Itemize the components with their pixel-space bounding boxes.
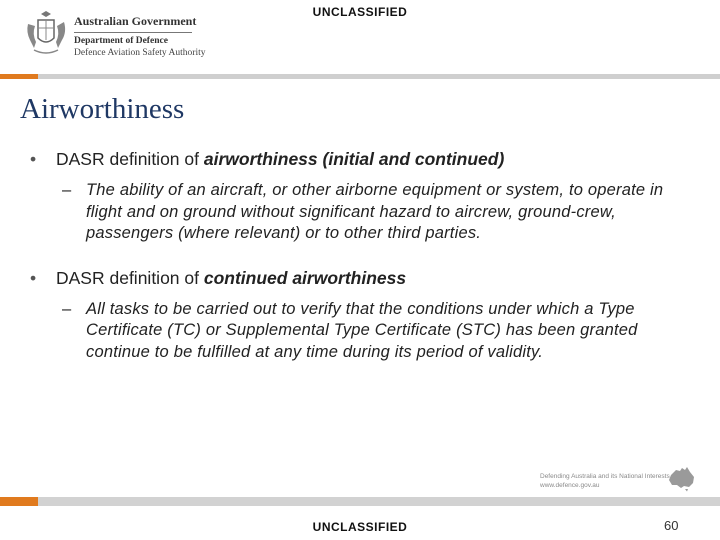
page-number: 60	[664, 518, 679, 533]
bullet-emphasis: airworthiness (initial and continued)	[203, 149, 505, 169]
bullet-continued-airworthiness	[30, 267, 700, 289]
bullet-prefix: DASR definition of	[56, 149, 204, 169]
footer-rule-accent	[0, 497, 38, 506]
footer-rule	[0, 497, 720, 506]
subbullet-continued-definition	[30, 299, 700, 364]
header-rule	[0, 74, 720, 79]
footer-tagline: Defending Australia and its National Interests	[540, 473, 670, 480]
subbullet-airworthiness-definition	[30, 180, 700, 245]
bullet-prefix: DASR definition of	[56, 267, 204, 288]
bullet-icon: •	[30, 267, 37, 288]
australia-map-icon	[668, 466, 696, 492]
footer-tagline-block	[540, 472, 670, 490]
authority-name: Defence Aviation Safety Authority	[74, 48, 206, 58]
bullet-airworthiness	[30, 148, 700, 170]
subbullet-text: The ability of an aircraft, or other airborne equipment or system, to operate in flight and on ground without significant hazard to aircrew, ground-crew, passengers (where relevant) or to other third parties.	[86, 181, 664, 242]
logo-divider	[74, 32, 192, 33]
bullet-emphasis: continued airworthiness	[203, 267, 407, 288]
dash-icon: –	[62, 181, 72, 199]
department-name: Department of Defence	[74, 36, 168, 46]
coat-of-arms-icon	[24, 10, 68, 60]
slide-title: Airworthiness	[20, 93, 185, 125]
classification-header: UNCLASSIFIED	[312, 5, 408, 19]
classification-footer: UNCLASSIFIED	[312, 520, 408, 534]
bullet-icon: •	[30, 149, 37, 169]
government-logo	[24, 10, 206, 65]
header-rule-accent	[0, 74, 38, 79]
subbullet-text: All tasks to be carried out to verify that the conditions under which a Type Certificate (TC) or Supplemental Type Certificate (STC) has been granted continue to be fulfilled at any time during its period of validity.	[86, 299, 638, 361]
government-name: Australian Government	[74, 14, 197, 28]
slide-content	[30, 148, 700, 385]
dash-icon: –	[62, 299, 72, 318]
footer-website: www.defence.gov.au	[540, 482, 600, 489]
